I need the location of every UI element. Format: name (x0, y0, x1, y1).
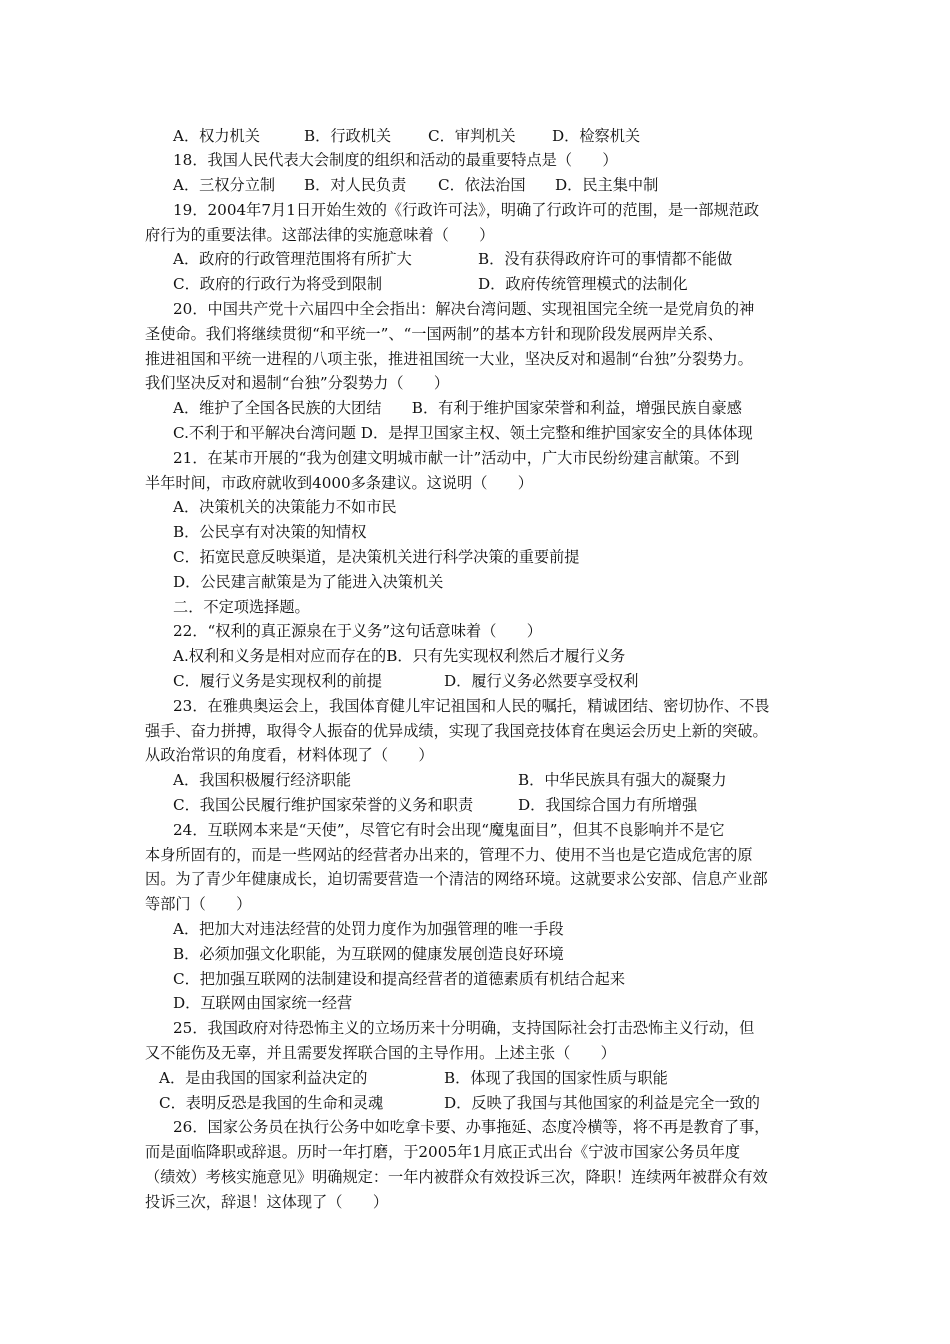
q22-options-cd (145, 669, 815, 694)
q17-options (145, 124, 815, 149)
q21-option-a: A．决策机关的决策能力不如市民 (173, 498, 397, 517)
q24-stem-line4: 等部门（ ） (145, 895, 252, 914)
q19-stem-line2: 府行为的重要法律。这部法律的实施意味着（ ） (145, 225, 495, 244)
option-c: C．履行义务是实现权利的前提 (173, 672, 383, 691)
option-d: D．反映了我国与其他国家的利益是完全一致的 (444, 1093, 760, 1112)
q21-option-c: C．拓宽民意反映渠道，是决策机关进行科学决策的重要前提 (173, 548, 580, 567)
q21-option-b: B．公民享有对决策的知情权 (173, 523, 367, 542)
q24-stem-line3: 因。为了青少年健康成长，迫切需要营造一个清洁的网络环境。这就要求公安部、信息产业部 (145, 870, 768, 889)
q21-stem-line2: 半年时间，市政府就收到4000多条建议。这说明（ ） (145, 473, 533, 492)
q24-stem-line1: 24．互联网本来是“天使”，尽管它有时会出现“魔鬼面目”，但其不良影响并不是它 (173, 820, 725, 839)
q25-stem-line2: 又不能伤及无辜，并且需要发挥联合国的主导作用。上述主张（ ） (145, 1043, 616, 1062)
q21-stem-line1: 21．在某市开展的“我为创建文明城市献一计”活动中，广大市民纷纷建言献策。不到 (173, 448, 740, 467)
q20-stem-line4: 我们坚决反对和遏制“台独”分裂势力（ ） (145, 374, 450, 393)
option-a: A．是由我国的国家利益决定的 (159, 1068, 368, 1087)
q20-options-cd: C.不利于和平解决台湾问题 D．是捍卫国家主权、领土完整和维护国家安全的具体体现 (173, 424, 753, 443)
q25-options-ab (145, 1066, 815, 1091)
q20-stem-line3: 推进祖国和平统一进程的八项主张，推进祖国统一大业，坚决反对和遏制“台独”分裂势力。 (145, 349, 753, 368)
q23-options-ab (145, 768, 815, 793)
option-b: B．中华民族具有强大的凝聚力 (518, 771, 727, 790)
option-a: A．三权分立制 (173, 176, 276, 195)
option-c: C．表明反恐是我国的生命和灵魂 (159, 1093, 384, 1112)
q20-options-ab: A．维护了全国各民族的大团结 B．有利于维护国家荣誉和利益，增强民族自豪感 (173, 399, 742, 418)
q25-options-cd (145, 1091, 815, 1116)
q20-stem-line2: 圣使命。我们将继续贯彻“和平统一”、“一国两制”的基本方针和现阶段发展两岸关系、 (145, 324, 723, 343)
q18-options (145, 173, 815, 198)
option-b: B．对人民负责 (304, 176, 407, 195)
option-a: A．权力机关 (173, 126, 260, 145)
option-b: B．没有获得政府许可的事情都不能做 (478, 250, 733, 269)
option-d: D．检察机关 (552, 126, 641, 145)
q19-options-cd (145, 272, 815, 297)
q23-options-cd (145, 793, 815, 818)
option-c: C．依法治国 (438, 176, 526, 195)
q24-option-c: C．把加强互联网的法制建设和提高经营者的道德素质有机结合起来 (173, 969, 626, 988)
q24-option-d: D．互联网由国家统一经营 (173, 994, 353, 1013)
exam-content (145, 124, 815, 1215)
q26-stem-line4: 投诉三次，辞退！这体现了（ ） (145, 1192, 388, 1211)
q20-stem-line1: 20．中国共产党十六届四中全会指出：解决台湾问题、实现祖国完全统一是党肩负的神 (173, 300, 755, 319)
q19-options-ab (145, 247, 815, 272)
q22-stem: 22．“权利的真正源泉在于义务”这句话意味着（ ） (173, 622, 542, 641)
option-b: B．体现了我国的国家性质与职能 (444, 1068, 668, 1087)
q26-stem-line3: （绩效）考核实施意见》明确规定：一年内被群众有效投诉三次，降职！连续两年被群众有效 (145, 1167, 768, 1186)
option-c: C．政府的行政行为将受到限制 (173, 275, 383, 294)
q19-stem-line1: 19．2004年7月1日开始生效的《行政许可法》，明确了行政许可的范围，是一部规范政 (173, 200, 760, 219)
q23-stem-line1: 23．在雅典奥运会上，我国体育健儿牢记祖国和人民的嘱托，精诚团结、密切协作、不畏 (173, 696, 770, 715)
option-d: D．我国综合国力有所增强 (518, 796, 698, 815)
q23-stem-line2: 强手、奋力拼搏，取得令人振奋的优异成绩，实现了我国竞技体育在奥运会历史上新的突破。 (145, 721, 768, 740)
q24-option-b: B．必须加强文化职能，为互联网的健康发展创造良好环境 (173, 944, 564, 963)
q24-stem-line2: 本身所固有的，而是一些网站的经营者办出来的，管理不力、使用不当也是它造成危害的原 (145, 845, 753, 864)
section-heading: 二．不定项选择题。 (173, 597, 310, 616)
q26-stem-line1: 26．国家公务员在执行公务中如吃拿卡要、办事拖延、态度冷横等，将不再是教育了事， (173, 1118, 770, 1137)
q23-stem-line3: 从政治常识的角度看，材料体现了（ ） (145, 746, 434, 765)
option-a: A．我国积极履行经济职能 (173, 771, 352, 790)
option-b: B．行政机关 (304, 126, 392, 145)
q26-stem-line2: 而是面临降职或辞退。历时一年打磨，于2005年1月底正式出台《宁波市国家公务员年度 (145, 1143, 741, 1162)
q18-stem: 18．我国人民代表大会制度的组织和活动的最重要特点是（ ） (173, 151, 618, 170)
q22-options-ab: A.权利和义务是相对应而存在的B．只有先实现权利然后才履行义务 (173, 647, 626, 666)
q25-stem-line1: 25．我国政府对待恐怖主义的立场历来十分明确，支持国际社会打击恐怖主义行动，但 (173, 1019, 755, 1038)
option-a: A．政府的行政管理范围将有所扩大 (173, 250, 412, 269)
option-d: D．政府传统管理模式的法制化 (478, 275, 688, 294)
q21-option-d: D．公民建言献策是为了能进入决策机关 (173, 572, 444, 591)
option-d: D．履行义务必然要享受权利 (444, 672, 639, 691)
option-d: D．民主集中制 (555, 176, 659, 195)
option-c: C．我国公民履行维护国家荣誉的义务和职责 (173, 796, 474, 815)
q24-option-a: A．把加大对违法经营的处罚力度作为加强管理的唯一手段 (173, 920, 564, 938)
option-c: C．审判机关 (428, 126, 516, 145)
